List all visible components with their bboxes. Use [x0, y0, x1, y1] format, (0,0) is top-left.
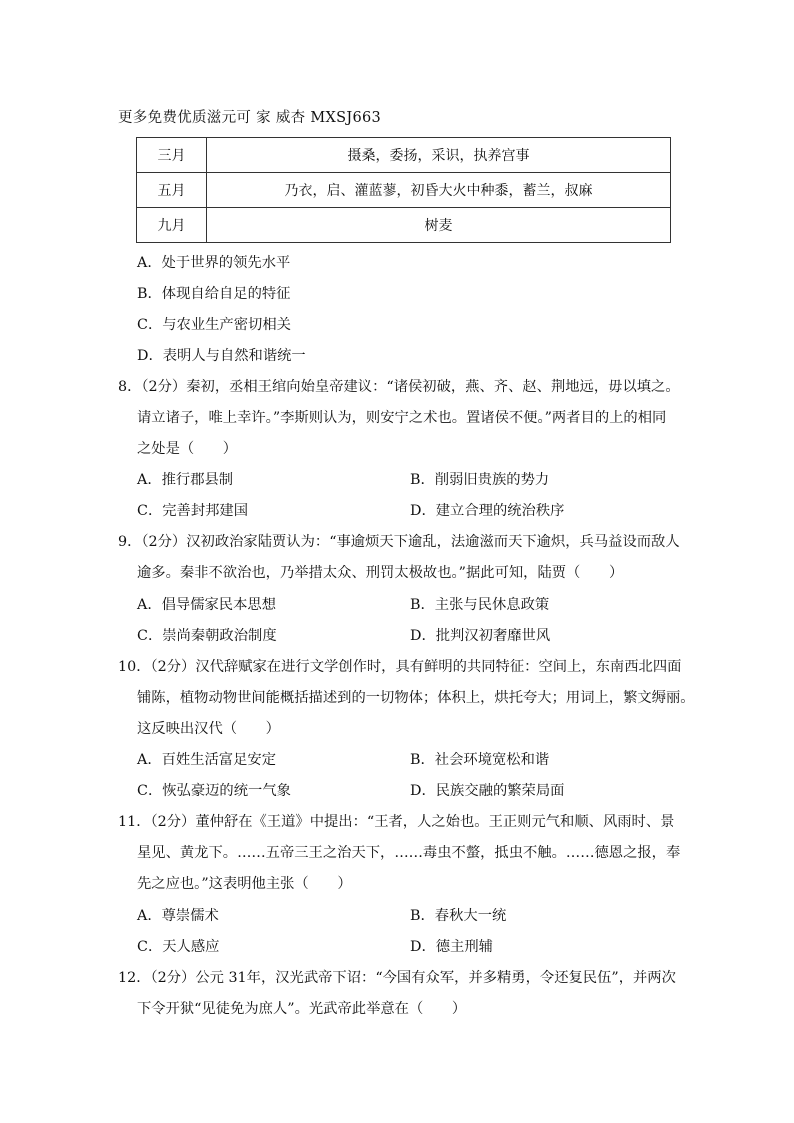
q7-option-b: B．体现自给自足的特征 [137, 286, 291, 302]
q11-stem-line: 星见、黄龙下。……五帝三王之治天下，……毒虫不螫，抵虫不触。……德恩之报，奉 [137, 845, 681, 861]
q8-stem-line: 之处是（ ） [137, 441, 238, 457]
q11-stem-line: 11．（2分）董仲舒在《王道》中提出：“王者，人之始也。王正则元气和顺、风雨时、景 [118, 814, 675, 830]
q8-stem-line: 8．（2分）秦初，丞相王绾向始皇帝建议：“诸侯初破，燕、齐、赵、荆地远，毋以填之。 [118, 379, 680, 395]
q8-option-a: A．推行郡县制 [137, 472, 234, 488]
month-activity-table [136, 137, 671, 243]
q9-option-a: A．倡导儒家民本思想 [137, 597, 276, 613]
q10-option-c: C．恢弘豪迈的统一气象 [137, 783, 291, 799]
q10-stem-line: 10．（2分）汉代辞赋家在进行文学创作时，具有鲜明的共同特征：空间上，东南西北四面 [118, 659, 682, 675]
page-header: 更多免费优质滋元可 家 威杏 MXSJ663 [118, 110, 382, 126]
q9-option-b: B．主张与民休息政策 [410, 597, 550, 613]
q10-option-a: A．百姓生活富足安定 [137, 752, 276, 768]
q9-option-d: D．批判汉初奢靡世风 [410, 628, 551, 644]
q8-option-b: B．削弱旧贵族的势力 [410, 472, 550, 488]
q10-option-b: B．社会环境宽松和谐 [410, 752, 550, 768]
q7-option-d: D．表明人与自然和谐统一 [137, 348, 306, 364]
q8-stem-line: 请立诸子，唯上幸许。”李斯则认为，则安宁之术也。置诸侯不便。”两者目的上的相同 [137, 410, 667, 426]
table-cell-month: 五月 [137, 173, 207, 208]
table-row [137, 173, 671, 208]
q11-option-b: B．春秋大一统 [410, 908, 507, 924]
q10-option-d: D．民族交融的繁荣局面 [410, 783, 565, 799]
q7-option-a: A．处于世界的领先水平 [137, 255, 291, 271]
q8-option-d: D．建立合理的统治秩序 [410, 503, 565, 519]
q11-option-a: A．尊崇儒术 [137, 908, 219, 924]
q9-stem-line: 9．（2分）汉初政治家陆贾认为：“事逾烦天下逾乱，法逾滋而天下逾炽，兵马益设而敌人 [118, 534, 680, 550]
table-cell-content: 乃衣，启、灌蓝蓼，初昏大火中种黍，蓄兰，叔麻 [207, 173, 671, 208]
q11-option-c: C．天人感应 [137, 939, 220, 955]
q7-option-c: C．与农业生产密切相关 [137, 317, 291, 333]
table-cell-month: 九月 [137, 208, 207, 243]
q11-stem-line: 先之应也。”这表明他主张（ ） [137, 876, 352, 892]
q12-stem-line: 12．（2分）公元 31年，汉光武帝下诏：“今国有众军，并多精勇，令还复民伍”，并两次 [118, 970, 676, 986]
table-cell-content: 摄桑，委扬，采识，执养宫事 [207, 138, 671, 173]
table-cell-month: 三月 [137, 138, 207, 173]
table-row [137, 138, 671, 173]
q10-stem-line: 这反映出汉代（ ） [137, 721, 280, 737]
q9-stem-line: 逾多。秦非不欲治也，乃举措太众、刑罚太极故也。”据此可知，陆贾（ ） [137, 565, 624, 581]
q8-option-c: C．完善封邦建国 [137, 503, 249, 519]
table-row [137, 208, 671, 243]
q9-option-c: C．崇尚秦朝政治制度 [137, 628, 277, 644]
q10-stem-line: 铺陈，植物动物世间能概括描述到的一切物体；体积上，烘托夸大；用词上，繁文缛丽。 [137, 690, 695, 706]
q12-stem-line: 下令开狱“见徒免为庶人”。光武帝此举意在（ ） [137, 1001, 467, 1017]
q11-option-d: D．德主刑辅 [410, 939, 493, 955]
table-cell-content: 树麦 [207, 208, 671, 243]
